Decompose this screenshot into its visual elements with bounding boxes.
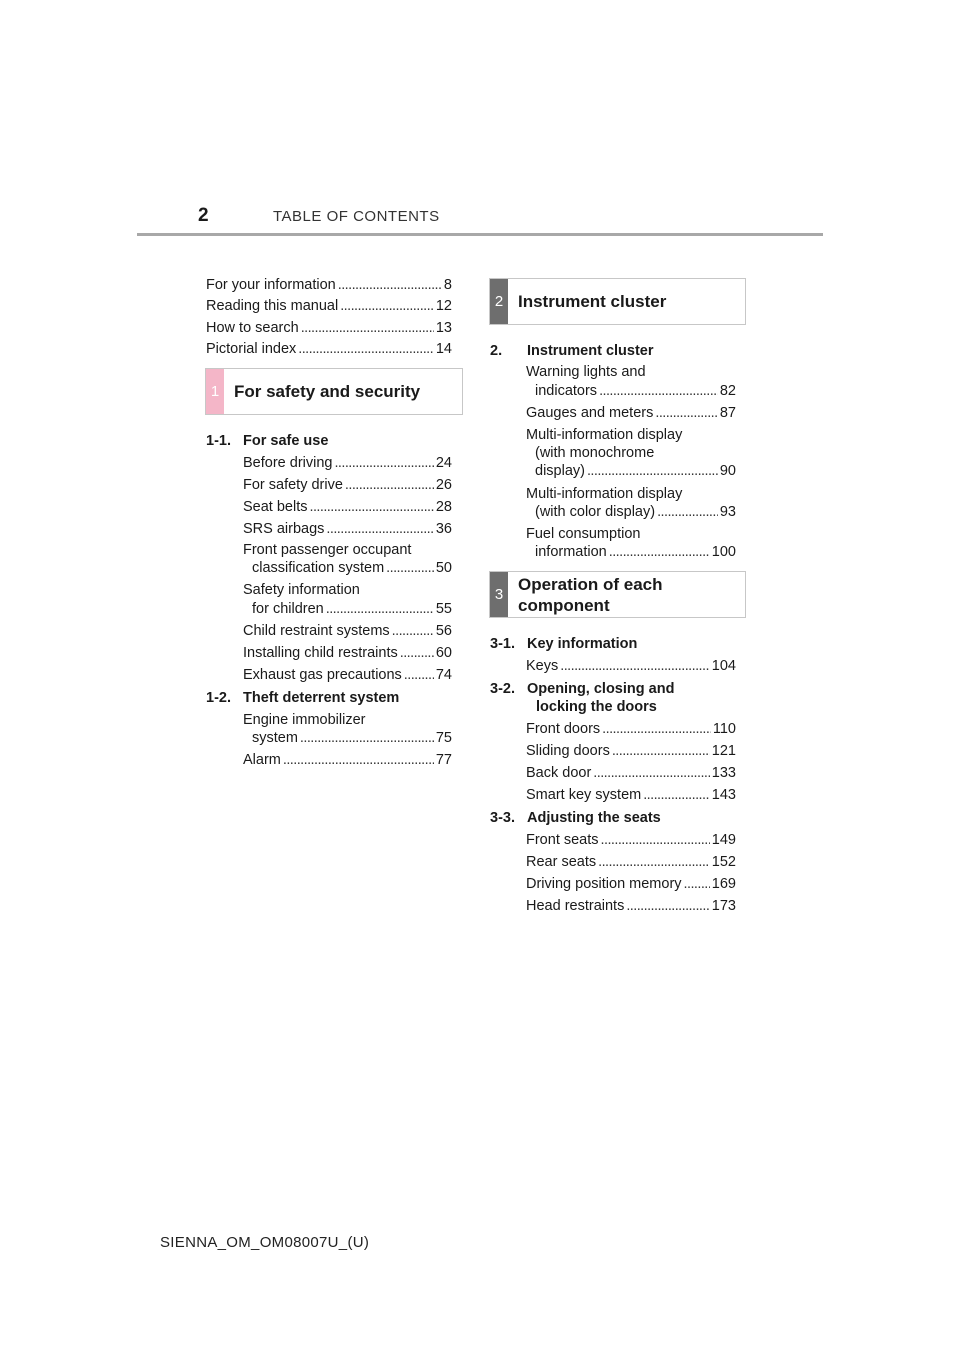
- toc-entry-alarm[interactable]: Alarm . . . 77: [243, 751, 452, 769]
- toc-entry-safety-information-line1[interactable]: Safety information: [243, 582, 360, 598]
- toc-entry-fuel-consumption-line1[interactable]: Fuel consumption: [526, 526, 641, 542]
- header-rule: [137, 233, 823, 236]
- toc-entry-back-door[interactable]: Back door . . . 133: [526, 764, 736, 782]
- toc-entry-seat-belts[interactable]: Seat belts . . . 28: [243, 498, 452, 516]
- footer-document-code: SIENNA_OM_OM08007U_(U): [160, 1234, 370, 1251]
- toc-entry-front-passenger-line1[interactable]: Front passenger occupant: [243, 542, 412, 558]
- toc-entry-warning-lights[interactable]: indicators . . . 82: [535, 382, 736, 400]
- section-3-2[interactable]: 3-2. Opening, closing and: [490, 681, 675, 697]
- toc-entry-how-to-search[interactable]: [206, 319, 452, 337]
- toc-entry-engine-immobilizer[interactable]: system . . . 75: [252, 729, 452, 747]
- toc-entry-page: 12: [435, 298, 452, 314]
- section-3-3[interactable]: 3-3. Adjusting the seats: [490, 810, 661, 826]
- chapter-3-title: Operation of each component: [518, 575, 663, 615]
- chapter-1-tab: 1: [206, 369, 224, 414]
- toc-entry-mid-mono-line2[interactable]: (with monochrome: [535, 445, 655, 461]
- toc-entry-smart-key-system[interactable]: Smart key system . . . 143: [526, 786, 736, 804]
- header-title: TABLE OF CONTENTS: [273, 208, 440, 225]
- toc-entry-installing-child-restraints[interactable]: Installing child restraints . . . 60: [243, 644, 452, 662]
- toc-entry-child-restraint-systems[interactable]: Child restraint systems . . . 56: [243, 622, 452, 640]
- toc-entry-mid-color-line1[interactable]: Multi-information display: [526, 486, 683, 502]
- toc-entry-page: 14: [435, 341, 452, 357]
- toc-entry-keys[interactable]: Keys . . . 104: [526, 657, 736, 675]
- section-3-1[interactable]: 3-1. Key information: [490, 636, 638, 652]
- toc-entry-mid-mono[interactable]: display) . . . 90: [535, 462, 736, 480]
- chapter-3-box[interactable]: [489, 571, 746, 618]
- toc-entry-before-driving[interactable]: Before driving . . . 24: [243, 454, 452, 472]
- toc-entry-engine-immobilizer-line1[interactable]: Engine immobilizer: [243, 712, 366, 728]
- toc-entry-head-restraints[interactable]: Head restraints . . . 173: [526, 897, 736, 915]
- toc-entry-sliding-doors[interactable]: Sliding doors . . . 121: [526, 742, 736, 760]
- toc-entry-front-doors[interactable]: Front doors . . . 110: [526, 720, 736, 738]
- toc-entry-safety-information[interactable]: for children . . . 55: [252, 600, 452, 618]
- chapter-1-title: For safety and security: [234, 382, 421, 401]
- toc-entry-gauges-and-meters[interactable]: Gauges and meters . . . 87: [526, 404, 736, 422]
- section-3-2-line2[interactable]: locking the doors: [536, 699, 657, 715]
- toc-entry-title: Pictorial index: [206, 341, 297, 357]
- toc-entry-for-your-information[interactable]: [206, 276, 452, 294]
- chapter-3-tab: 3: [490, 572, 508, 617]
- toc-entry-title: For your information: [206, 277, 336, 293]
- section-1-2[interactable]: 1-2. Theft deterrent system: [206, 690, 400, 706]
- toc-entry-title: Reading this manual: [206, 298, 339, 314]
- toc-entry-fuel-consumption[interactable]: information . . . 100: [535, 543, 736, 561]
- toc-entry-for-safety-drive[interactable]: For safety drive . . . 26: [243, 476, 452, 494]
- toc-entry-page: 8: [443, 277, 452, 293]
- chapter-2-box[interactable]: [489, 278, 746, 325]
- section-1-1[interactable]: 1-1. For safe use: [206, 433, 329, 449]
- toc-entry-title: How to search: [206, 320, 299, 336]
- chapter-1-box[interactable]: [205, 368, 463, 415]
- toc-entry-pictorial-index[interactable]: [206, 340, 452, 358]
- toc-entry-driving-position-memory[interactable]: Driving position memory . . . 169: [526, 875, 736, 893]
- toc-entry-reading-this-manual[interactable]: [206, 297, 452, 315]
- chapter-2-tab: 2: [490, 279, 508, 324]
- toc-entry-rear-seats[interactable]: Rear seats . . . 152: [526, 853, 736, 871]
- chapter-2-title: Instrument cluster: [518, 292, 667, 311]
- toc-entry-mid-mono-line1[interactable]: Multi-information display: [526, 427, 683, 443]
- section-2[interactable]: 2. Instrument cluster: [490, 343, 654, 359]
- toc-entry-front-passenger[interactable]: classification system . . . 50: [252, 559, 452, 577]
- toc-entry-page: 13: [435, 320, 452, 336]
- toc-entry-exhaust-gas-precautions[interactable]: Exhaust gas precautions . . . 74: [243, 666, 452, 684]
- toc-entry-warning-lights-line1[interactable]: Warning lights and: [526, 364, 646, 380]
- toc-entry-mid-color[interactable]: (with color display) . . . 93: [535, 503, 736, 521]
- toc-entry-srs-airbags[interactable]: SRS airbags . . . 36: [243, 520, 452, 538]
- toc-entry-front-seats[interactable]: Front seats . . . 149: [526, 831, 736, 849]
- page-number: 2: [198, 205, 209, 226]
